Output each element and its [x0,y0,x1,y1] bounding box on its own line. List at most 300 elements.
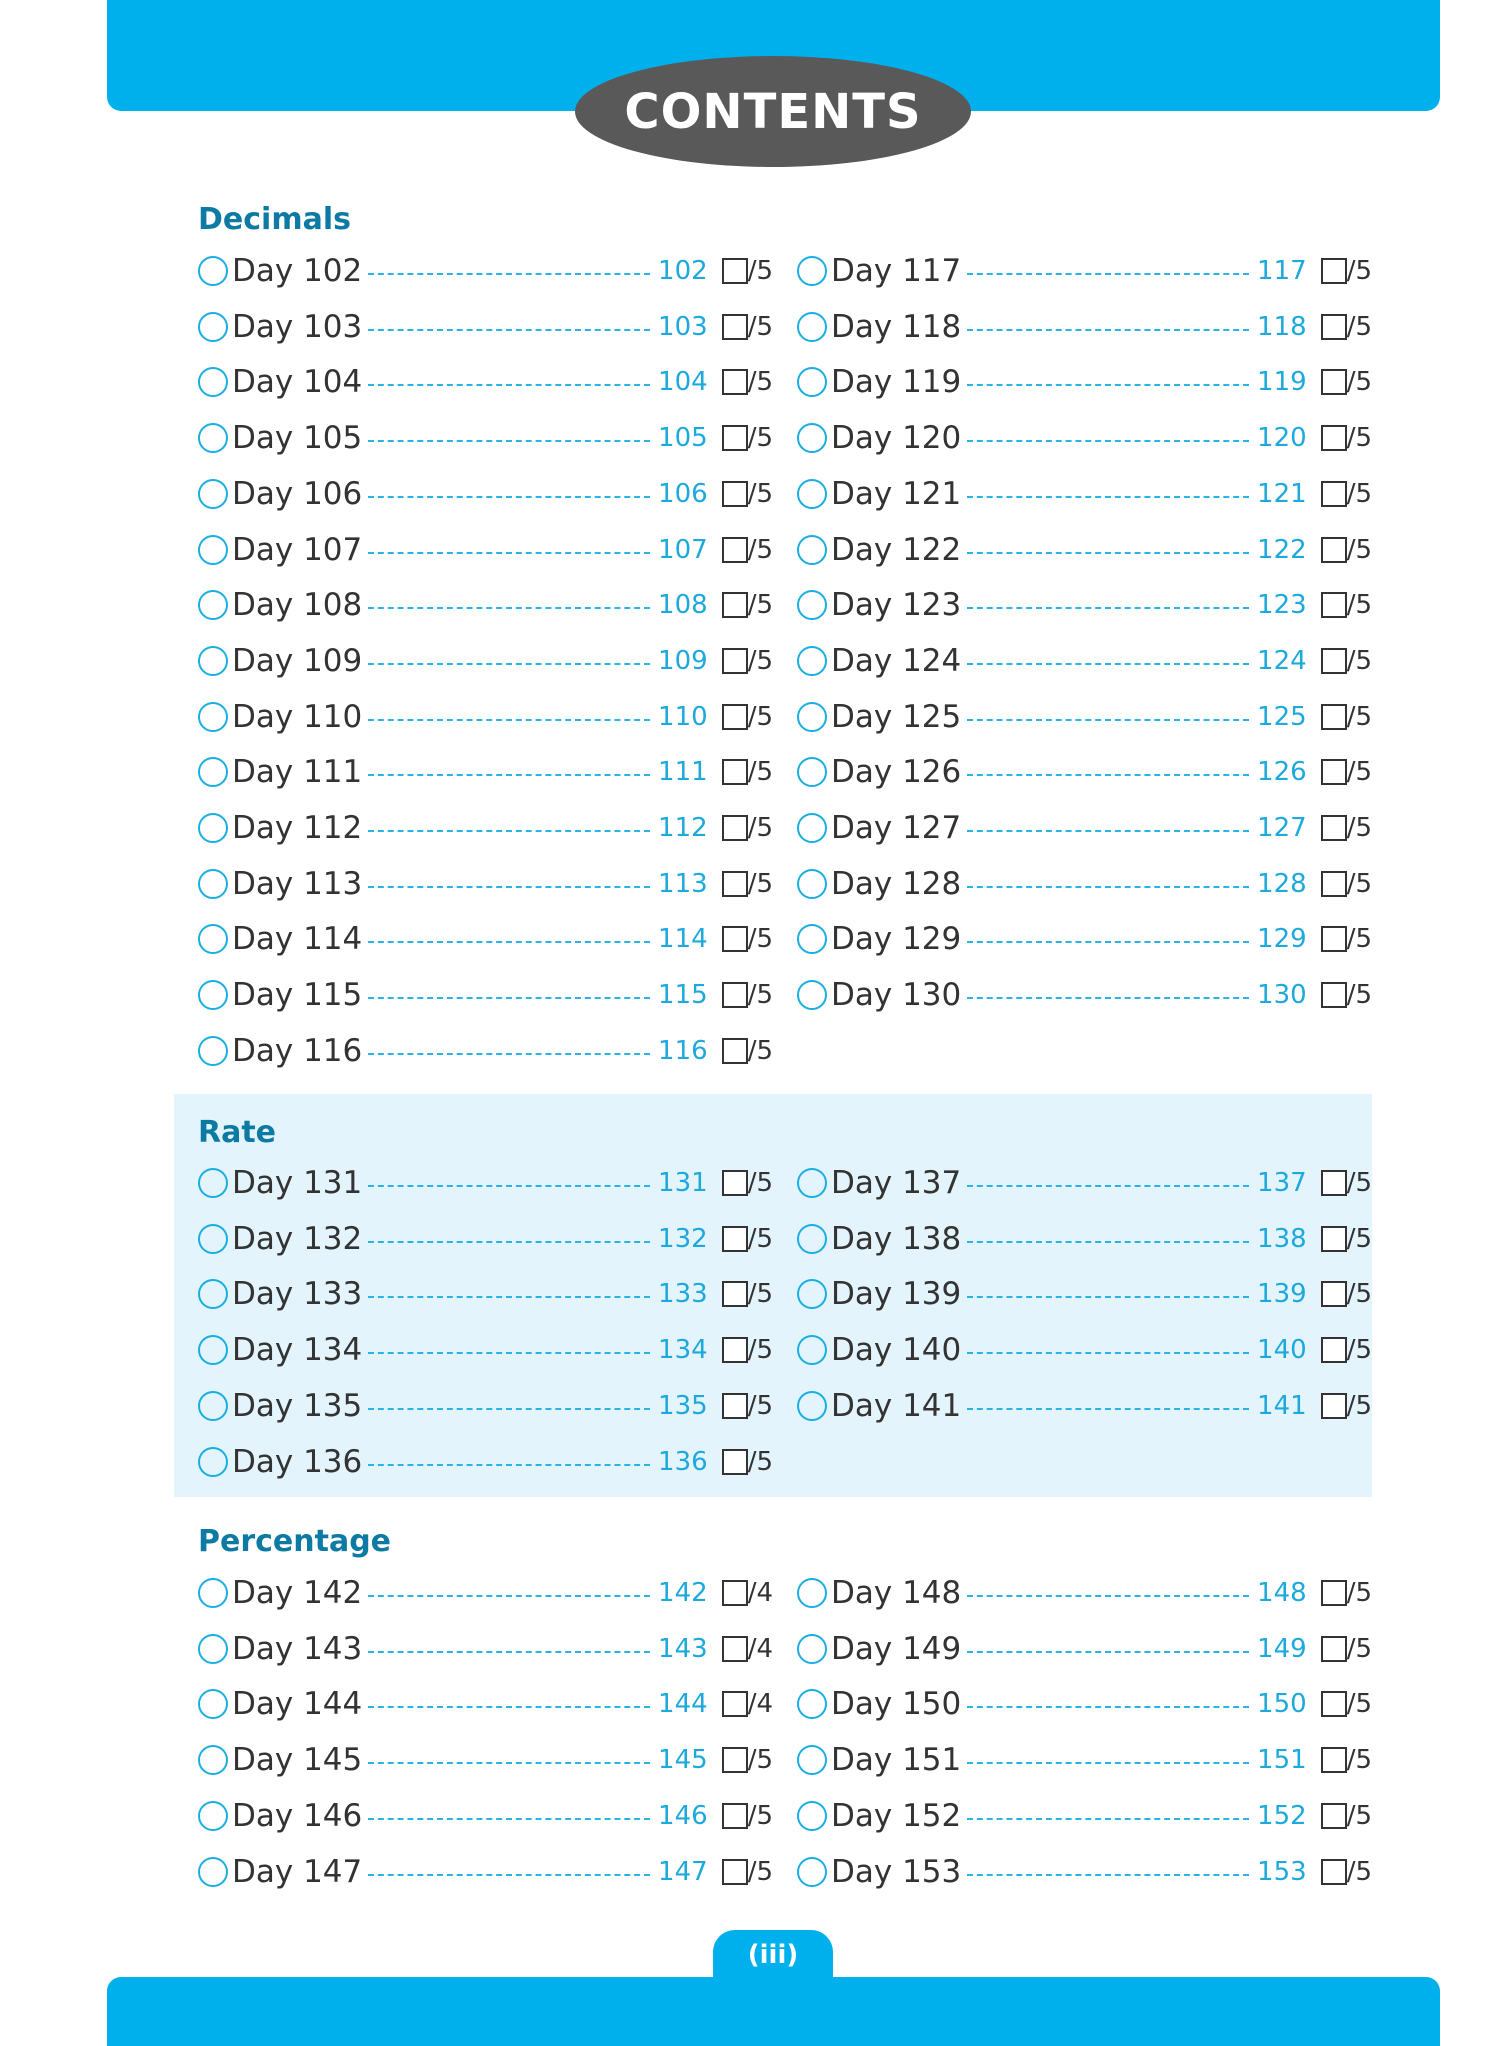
completion-radio[interactable] [198,702,228,732]
completion-radio[interactable] [198,813,228,843]
completion-radio[interactable] [198,535,228,565]
contents-entry [797,1274,1372,1314]
completion-radio[interactable] [797,813,827,843]
title-pill [575,56,971,167]
score-checkbox[interactable] [722,871,748,897]
score-checkbox[interactable] [722,314,748,340]
score-total: /5 [747,367,773,398]
score-checkbox[interactable] [1321,1226,1347,1252]
score-checkbox[interactable] [722,425,748,451]
dotted-leader [368,607,650,609]
dotted-leader [368,329,650,331]
page-number-ref: 143 [658,1633,708,1664]
score-checkbox[interactable] [1321,759,1347,785]
score-checkbox[interactable] [1321,982,1347,1008]
score-total: /5 [747,813,773,843]
completion-radio[interactable] [797,1279,827,1309]
completion-radio[interactable] [797,367,827,397]
contents-entry [797,530,1372,570]
page-number-ref: 132 [658,1223,708,1254]
day-label: Day 130 [831,977,962,1014]
dotted-leader [368,1053,650,1055]
page-number-ref: 148 [1257,1578,1307,1608]
page-number-ref: 149 [1257,1633,1307,1664]
score-checkbox[interactable] [722,704,748,730]
completion-radio[interactable] [797,1857,827,1887]
day-label: Day 117 [831,253,962,289]
day-label: Day 128 [831,865,962,902]
page-number-ref: 141 [1257,1390,1307,1421]
day-label: Day 140 [831,1332,962,1369]
score-checkbox[interactable] [722,1747,748,1773]
contents-entry [198,1684,773,1724]
dotted-leader [368,830,650,832]
day-label: Day 153 [831,1853,962,1890]
page-number-ref: 152 [1257,1800,1307,1831]
completion-radio[interactable] [198,367,228,397]
score-total: /5 [747,1745,773,1776]
completion-radio[interactable] [198,757,228,787]
dotted-leader [967,1818,1249,1820]
score-checkbox[interactable] [1321,704,1347,730]
page-number-ref: 151 [1257,1745,1307,1776]
day-label: Day 111 [232,754,363,791]
dotted-leader [368,273,650,275]
score-checkbox[interactable] [1321,1803,1347,1829]
day-label: Day 151 [831,1742,962,1779]
day-label: Day 107 [232,531,363,568]
score-checkbox[interactable] [722,1226,748,1252]
completion-radio[interactable] [797,924,827,954]
score-checkbox[interactable] [722,1691,748,1717]
completion-radio[interactable] [198,1857,228,1887]
page-number-ref: 116 [658,1035,708,1066]
contents-entry [198,1386,773,1426]
contents-entry [797,864,1372,904]
contents-entry [797,975,1372,1015]
score-checkbox[interactable] [1321,1636,1347,1662]
dotted-leader [368,1651,650,1653]
score-checkbox[interactable] [722,592,748,618]
score-total: /5 [1346,590,1372,621]
score-checkbox[interactable] [1321,1580,1347,1606]
completion-radio[interactable] [797,256,827,286]
completion-radio[interactable] [198,1447,228,1477]
score-total: /5 [747,1800,773,1831]
score-checkbox[interactable] [722,258,748,284]
completion-radio[interactable] [797,646,827,676]
completion-radio[interactable] [198,312,228,342]
contents-entry [797,418,1372,458]
dotted-leader [368,886,650,888]
contents-entry [797,307,1372,347]
contents-entry [198,1573,773,1613]
completion-radio[interactable] [198,646,228,676]
day-label: Day 104 [232,364,363,401]
dotted-leader [967,329,1249,331]
contents-entry [198,362,773,402]
contents-entry [198,307,773,347]
contents-entry [198,251,773,291]
page-number-ref: 153 [1257,1856,1307,1887]
contents-entry [797,585,1372,625]
dotted-leader [368,663,650,665]
completion-radio[interactable] [198,590,228,620]
score-checkbox[interactable] [722,1393,748,1419]
completion-radio[interactable] [797,869,827,899]
contents-entry [797,1796,1372,1836]
page-number-ref: 118 [1257,311,1307,342]
score-total: /4 [747,1689,773,1720]
dotted-leader [368,440,650,442]
completion-radio[interactable] [198,1801,228,1831]
score-checkbox[interactable] [722,1636,748,1662]
completion-radio[interactable] [797,980,827,1010]
score-total: /5 [1346,813,1372,843]
completion-radio[interactable] [797,1578,827,1608]
score-total: /5 [747,1390,773,1421]
contents-entry [797,1163,1372,1203]
score-total: /5 [1346,311,1372,342]
score-checkbox[interactable] [722,1170,748,1196]
score-total: /5 [1346,478,1372,509]
day-label: Day 118 [831,308,962,345]
score-checkbox[interactable] [722,926,748,952]
score-total: /4 [747,1633,773,1664]
dotted-leader [967,1706,1249,1708]
score-total: /5 [1346,1390,1372,1421]
dotted-leader [967,552,1249,554]
score-checkbox[interactable] [722,759,748,785]
score-checkbox[interactable] [1321,369,1347,395]
day-label: Day 131 [232,1165,363,1201]
page-number-ref: 136 [658,1446,708,1477]
score-checkbox[interactable] [722,1803,748,1829]
contents-entry [797,752,1372,792]
contents-entry [198,474,773,514]
day-label: Day 143 [232,1630,363,1667]
day-label: Day 126 [831,754,962,791]
score-checkbox[interactable] [722,1449,748,1475]
page-number-ref: 129 [1257,924,1307,955]
dotted-leader [368,1874,650,1876]
dotted-leader [967,607,1249,609]
completion-radio[interactable] [198,1036,228,1066]
score-total: /5 [747,1035,773,1066]
completion-radio[interactable] [198,423,228,453]
contents-entry [198,697,773,737]
day-label: Day 152 [831,1797,962,1834]
page-number-ref: 139 [1257,1279,1307,1310]
completion-radio[interactable] [198,1745,228,1775]
page-number-ref: 128 [1257,868,1307,899]
score-total: /5 [1346,1856,1372,1887]
completion-radio[interactable] [198,256,228,286]
day-label: Day 119 [831,364,962,401]
completion-radio[interactable] [198,924,228,954]
score-checkbox[interactable] [722,815,748,841]
page-number-ref: 108 [658,590,708,621]
completion-radio[interactable] [198,1279,228,1309]
dotted-leader [368,1464,650,1466]
page-number-ref: 124 [1257,645,1307,676]
score-total: /5 [747,757,773,788]
score-checkbox[interactable] [1321,1859,1347,1885]
day-label: Day 110 [232,698,363,735]
score-checkbox[interactable] [722,648,748,674]
page-number-ref: 105 [658,423,708,454]
score-checkbox[interactable] [722,982,748,1008]
dotted-leader [967,273,1249,275]
score-total: /5 [747,1856,773,1887]
score-checkbox[interactable] [722,369,748,395]
contents-entry [198,1330,773,1370]
score-checkbox[interactable] [1321,1170,1347,1196]
page-number-ref: 113 [658,868,708,899]
contents-entry [198,1274,773,1314]
score-checkbox[interactable] [722,1337,748,1363]
score-checkbox[interactable] [1321,1281,1347,1307]
page-number-ref: 150 [1257,1689,1307,1720]
completion-radio[interactable] [797,1801,827,1831]
day-label: Day 123 [831,587,962,624]
score-total: /5 [1346,423,1372,454]
score-checkbox[interactable] [1321,1691,1347,1717]
dotted-leader [967,1762,1249,1764]
score-checkbox[interactable] [1321,425,1347,451]
score-total: /5 [1346,924,1372,955]
contents-entry [198,1740,773,1780]
completion-radio[interactable] [198,1224,228,1254]
day-label: Day 133 [232,1276,363,1313]
completion-radio[interactable] [198,1168,228,1198]
day-label: Day 137 [831,1165,962,1201]
contents-entry [198,1163,773,1203]
dotted-leader [368,997,650,999]
contents-entry [198,864,773,904]
score-checkbox[interactable] [1321,537,1347,563]
completion-radio[interactable] [797,312,827,342]
page-number-ref: 131 [658,1168,708,1198]
page-number-ref: 112 [658,813,708,843]
day-label: Day 146 [232,1797,363,1834]
contents-entry [797,1330,1372,1370]
completion-radio[interactable] [198,869,228,899]
completion-radio[interactable] [797,1335,827,1365]
completion-radio[interactable] [797,423,827,453]
score-checkbox[interactable] [722,481,748,507]
completion-radio[interactable] [797,1168,827,1198]
dotted-leader [967,774,1249,776]
completion-radio[interactable] [797,479,827,509]
day-label: Day 120 [831,420,962,457]
page-number-ref: 142 [658,1578,708,1608]
score-checkbox[interactable] [1321,1337,1347,1363]
day-label: Day 150 [831,1686,962,1723]
page-number-ref: 146 [658,1800,708,1831]
footer-bar [107,1977,1440,2046]
day-label: Day 103 [232,308,363,345]
completion-radio[interactable] [198,1578,228,1608]
page-number-ref: 126 [1257,757,1307,788]
score-checkbox[interactable] [722,537,748,563]
day-label: Day 106 [232,475,363,512]
dotted-leader [967,1352,1249,1354]
contents-entry [198,975,773,1015]
contents-entry [198,1442,773,1482]
score-total: /5 [1346,1633,1372,1664]
score-checkbox[interactable] [1321,926,1347,952]
score-total: /5 [747,590,773,621]
score-checkbox[interactable] [1321,871,1347,897]
completion-radio[interactable] [797,1391,827,1421]
completion-radio[interactable] [198,980,228,1010]
dotted-leader [368,941,650,943]
day-label: Day 115 [232,977,363,1014]
page-number-ref: 117 [1257,256,1307,286]
score-total: /5 [1346,1689,1372,1720]
page-number-ref: 135 [658,1390,708,1421]
completion-radio[interactable] [797,590,827,620]
contents-entry [198,1852,773,1892]
page-number-ref: 144 [658,1689,708,1720]
score-total: /5 [1346,534,1372,565]
score-total: /5 [1346,367,1372,398]
score-total: /5 [1346,1223,1372,1254]
day-label: Day 124 [831,642,962,679]
completion-radio[interactable] [797,757,827,787]
day-label: Day 105 [232,420,363,457]
contents-entry [797,1740,1372,1780]
page-number-ref: 130 [1257,980,1307,1011]
contents-entry [797,1852,1372,1892]
score-checkbox[interactable] [1321,815,1347,841]
completion-radio[interactable] [198,1689,228,1719]
completion-radio[interactable] [797,1689,827,1719]
contents-entry [198,1629,773,1669]
score-total: /5 [747,1446,773,1477]
dotted-leader [368,1296,650,1298]
score-checkbox[interactable] [1321,648,1347,674]
contents-entry [198,808,773,848]
completion-radio[interactable] [198,1634,228,1664]
score-total: /5 [747,1223,773,1254]
score-total: /4 [747,1578,773,1608]
day-label: Day 136 [232,1443,363,1480]
completion-radio[interactable] [797,535,827,565]
contents-entry [198,585,773,625]
contents-entry [797,1629,1372,1669]
section-heading-percentage: Percentage [198,1524,392,1559]
dotted-leader [368,496,650,498]
score-total: /5 [747,256,773,286]
contents-entry [797,1573,1372,1613]
completion-radio[interactable] [198,479,228,509]
dotted-leader [967,1408,1249,1410]
score-checkbox[interactable] [1321,258,1347,284]
day-label: Day 147 [232,1853,363,1890]
score-checkbox[interactable] [1321,1393,1347,1419]
day-label: Day 138 [831,1220,962,1257]
score-checkbox[interactable] [1321,314,1347,340]
contents-entry [797,808,1372,848]
dotted-leader [967,886,1249,888]
score-total: /5 [747,534,773,565]
page-number-ref: 125 [1257,701,1307,732]
day-label: Day 134 [232,1332,363,1369]
dotted-leader [967,719,1249,721]
contents-entry [797,697,1372,737]
dotted-leader [368,1706,650,1708]
score-total: /5 [1346,980,1372,1011]
completion-radio[interactable] [198,1391,228,1421]
completion-radio[interactable] [797,1745,827,1775]
score-total: /5 [1346,1279,1372,1310]
dotted-leader [967,440,1249,442]
page-number-ref: 123 [1257,590,1307,621]
page-number-ref: 115 [658,980,708,1011]
day-label: Day 135 [232,1387,363,1424]
contents-entry [198,641,773,681]
score-total: /5 [1346,757,1372,788]
contents-entry [198,1796,773,1836]
page-number-ref: 145 [658,1745,708,1776]
score-checkbox[interactable] [722,1580,748,1606]
score-checkbox[interactable] [1321,481,1347,507]
day-label: Day 145 [232,1742,363,1779]
dotted-leader [967,1185,1249,1187]
page-number-ref: 134 [658,1335,708,1366]
page-number-ref: 127 [1257,813,1307,843]
score-checkbox[interactable] [722,1038,748,1064]
score-total: /5 [1346,1168,1372,1198]
contents-entry [797,251,1372,291]
score-checkbox[interactable] [1321,592,1347,618]
page-number-ref: 106 [658,478,708,509]
completion-radio[interactable] [797,1634,827,1664]
score-checkbox[interactable] [722,1281,748,1307]
day-label: Day 148 [831,1575,962,1611]
page-number-ref: 122 [1257,534,1307,565]
section-heading-decimals: Decimals [198,202,351,237]
day-label: Day 127 [831,810,962,846]
score-total: /5 [747,311,773,342]
score-checkbox[interactable] [722,1859,748,1885]
contents-entry [797,641,1372,681]
day-label: Day 121 [831,475,962,512]
section-heading-rate: Rate [198,1115,277,1150]
dotted-leader [368,1185,650,1187]
page-number-ref: 119 [1257,367,1307,398]
completion-radio[interactable] [198,1335,228,1365]
score-total: /5 [747,701,773,732]
page-number-ref: 104 [658,367,708,398]
completion-radio[interactable] [797,702,827,732]
dotted-leader [967,496,1249,498]
completion-radio[interactable] [797,1224,827,1254]
dotted-leader [368,1352,650,1354]
day-label: Day 112 [232,810,363,846]
day-label: Day 109 [232,642,363,679]
day-label: Day 129 [831,921,962,958]
score-checkbox[interactable] [1321,1747,1347,1773]
day-label: Day 125 [831,698,962,735]
contents-entry [797,1386,1372,1426]
page-number-ref: 137 [1257,1168,1307,1198]
page-number-ref: 103 [658,311,708,342]
day-label: Day 108 [232,587,363,624]
dotted-leader [368,1818,650,1820]
